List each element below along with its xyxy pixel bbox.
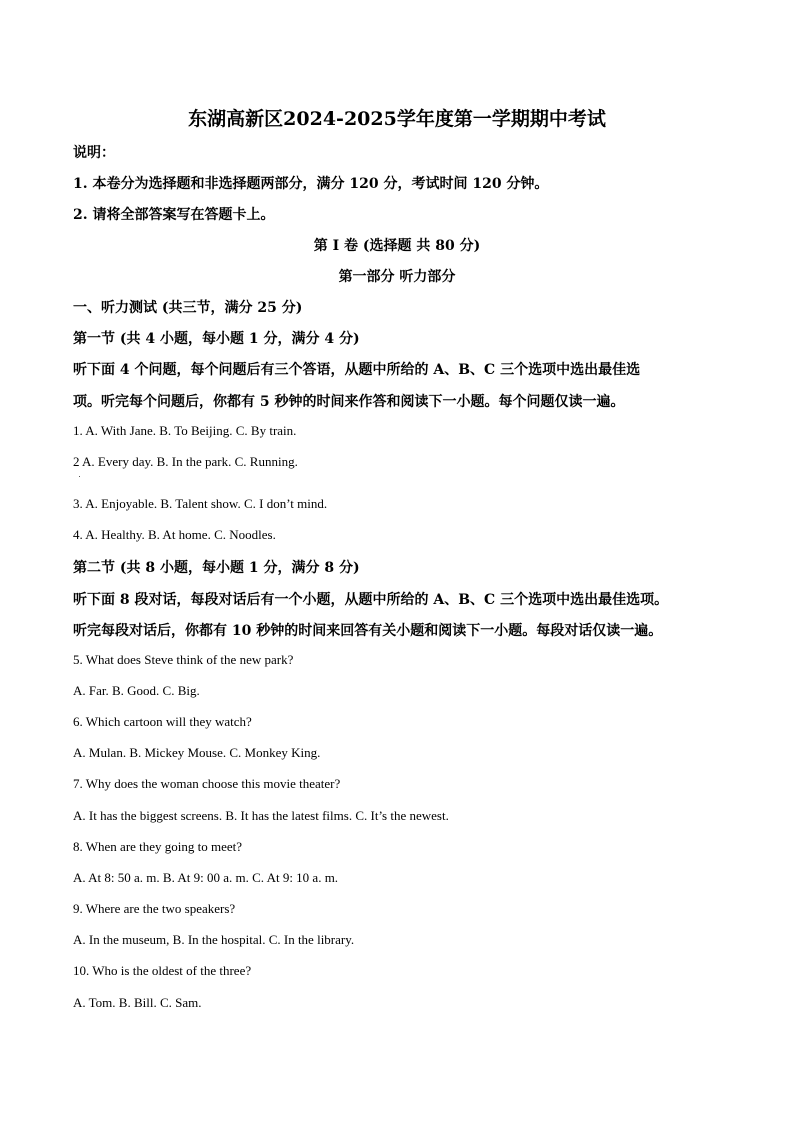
question-10-stem: 10. Who is the oldest of the three? [73,963,252,978]
question-8-stem: 8. When are they going to meet? [73,839,243,854]
section2-directions-line-2: 听完每段对话后，你都有 10 秒钟的时间来回答有关小题和阅读下一小题。每段对话仅读一遍。 [73,623,663,639]
question-7-options: A. It has the biggest screens. B. It has the latest films. C. It’s the newest. [73,808,449,823]
section1-sub-heading: 第一节 (共 4 小题，每小题 1 分，满分 4 分) [73,331,360,347]
question-9-stem: 9. Where are the two speakers? [73,901,236,916]
question-2: 2 A. Every day. B. In the park. C. Running. [73,454,298,469]
volume-title: 第 I 卷 (选择题 共 80 分) [313,238,481,254]
instructions-heading: 说明： [73,145,115,161]
exam-title: 东湖高新区2024-2025学年度第一学期期中考试 [188,108,606,130]
stray-dot [79,476,80,477]
question-1: 1. A. With Jane. B. To Beijing. C. By train. [73,423,297,438]
question-10-options: A. Tom. B. Bill. C. Sam. [73,995,202,1010]
section1-directions-line-1: 听下面 4 个问题，每个问题后有三个答语，从题中所给的 A、B、C 三个选项中选出最佳选 [73,362,641,378]
question-4: 4. A. Healthy. B. At home. C. Noodles. [73,527,276,542]
question-7-stem: 7. Why does the woman choose this movie theater? [73,776,341,791]
instruction-item-2: 2. 请将全部答案写在答题卡上。 [73,207,275,223]
question-5-stem: 5. What does Steve think of the new park? [73,652,294,667]
question-5-options: A. Far. B. Good. C. Big. [73,683,200,698]
question-9-options: A. In the museum, B. In the hospital. C. In the library. [73,932,355,947]
instruction-item-1: 1. 本卷分为选择题和非选择题两部分，满分 120 分，考试时间 120 分钟。 [73,176,549,192]
question-3: 3. A. Enjoyable. B. Talent show. C. I don’t mind. [73,496,328,511]
section1-heading: 一、听力测试 (共三节，满分 25 分) [73,300,303,316]
section2-sub-heading: 第二节 (共 8 小题，每小题 1 分，满分 8 分) [73,560,360,576]
section1-directions-line-2: 项。听完每个问题后，你都有 5 秒钟的时间来作答和阅读下一小题。每个问题仅读一遍。 [73,394,625,410]
question-8-options: A. At 8: 50 a. m. B. At 9: 00 a. m. C. At 9: 10 a. m. [73,870,339,885]
part-title: 第一部分 听力部分 [338,269,456,285]
section2-directions-line-1: 听下面 8 段对话，每段对话后有一个小题，从题中所给的 A、B、C 三个选项中选出最佳选项。 [73,592,669,608]
question-6-stem: 6. Which cartoon will they watch? [73,714,252,729]
question-6-options: A. Mulan. B. Mickey Mouse. C. Monkey King. [73,745,321,760]
